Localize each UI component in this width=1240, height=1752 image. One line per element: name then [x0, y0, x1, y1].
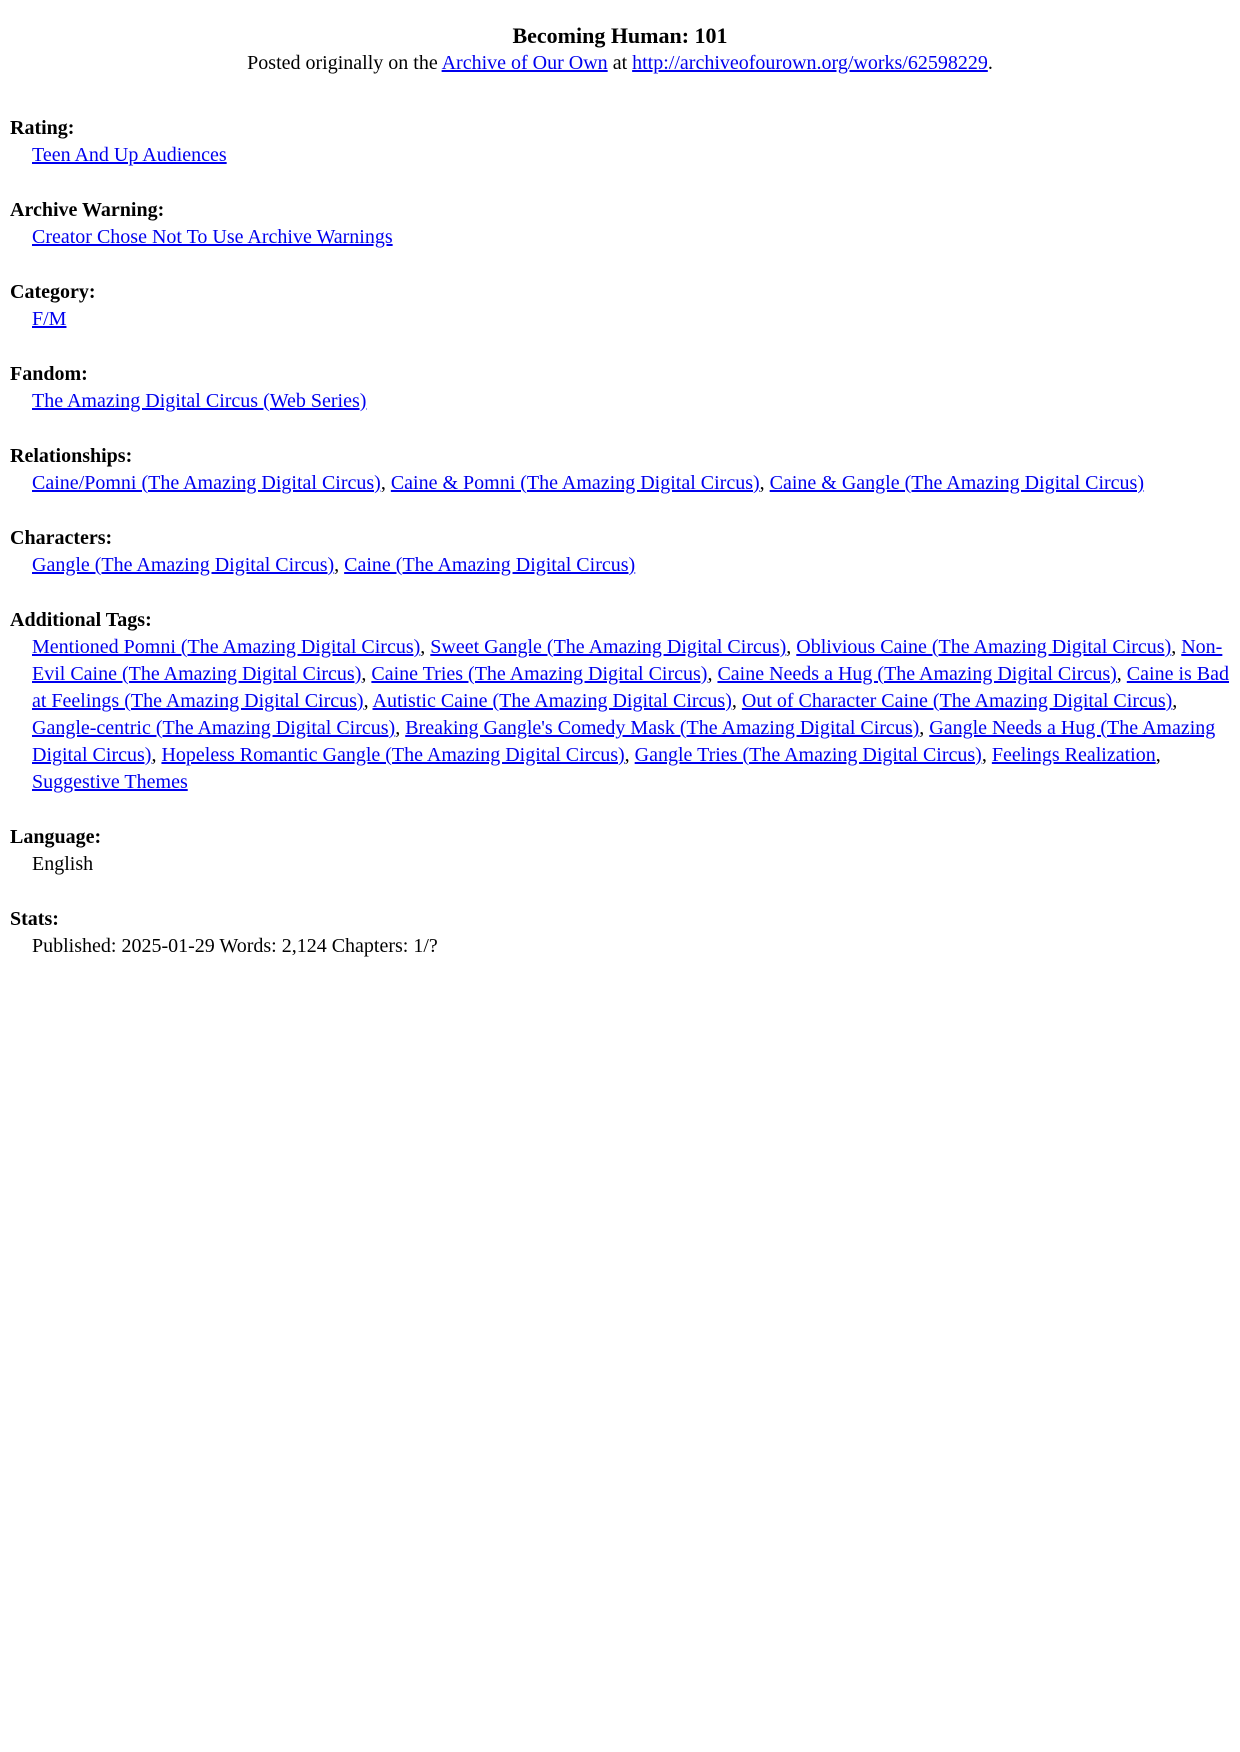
additional-tags-tag-link[interactable]: Hopeless Romantic Gangle (The Amazing Digital Circus) [161, 744, 625, 766]
section-value-fandom [32, 388, 1230, 415]
section-value-characters: Gangle (The Amazing Digital Circus), Caine (The Amazing Digital Circus) [32, 554, 636, 576]
section-label-rating: Rating: [10, 117, 75, 139]
relationships-tag-link[interactable]: Caine/Pomni (The Amazing Digital Circus) [32, 472, 381, 494]
characters-tag-link[interactable]: Caine (The Amazing Digital Circus) [344, 554, 636, 576]
section-value-additional-tags: Mentioned Pomni (The Amazing Digital Circus), Sweet Gangle (The Amazing Digital Circus), Oblivious Caine (The Amazing Digital Circus), Non-Evil Caine (The Amazing Digital Circus), Caine Tries (The Amazing Digital Circus), Caine Needs a Hug (The Amazing Digital Circus), Caine is Bad at Feelings (The Amazing Digital Circus), Autistic Caine (The Amazing Digital Circus), Out of Character Caine (The Amazing Digital Circus), Gangle-centric (The Amazing Digital Circus), Breaking Gangle's Comedy Mask (The Amazing Digital Circus), Gangle Needs a Hug (The Amazing Digital Circus), Hopeless Romantic Gangle (The Amazing Digital Circus), Gangle Tries (The Amazing Digital Circus), Feelings Realization, Suggestive Themes [32, 636, 1230, 793]
relationships-tag-link[interactable]: Caine & Pomni (The Amazing Digital Circus) [390, 472, 760, 494]
characters-tag-link[interactable]: Gangle (The Amazing Digital Circus) [32, 554, 335, 576]
section-value-archive-warning [32, 224, 1230, 251]
section-value-language: English [32, 853, 94, 875]
section-label-language: Language: [10, 826, 102, 848]
section-value-category [32, 306, 1230, 333]
additional-tags-tag-link[interactable]: Breaking Gangle's Comedy Mask (The Amazing Digital Circus) [405, 717, 920, 739]
additional-tags-tag-link[interactable]: Suggestive Themes [32, 771, 188, 793]
section-label-fandom: Fandom: [10, 363, 88, 385]
additional-tags-tag-link[interactable]: Oblivious Caine (The Amazing Digital Circus) [796, 636, 1172, 658]
additional-tags-tag-link[interactable]: Caine Tries (The Amazing Digital Circus) [371, 663, 708, 685]
work-url-link[interactable]: http://archiveofourown.org/works/62598229 [632, 52, 988, 74]
posted-suffix: . [987, 52, 993, 74]
section-label-relationships: Relationships: [10, 445, 133, 467]
section-label-additional-tags: Additional Tags: [10, 609, 152, 631]
additional-tags-tag-link[interactable]: Autistic Caine (The Amazing Digital Circus) [372, 690, 732, 712]
rating-tag-link[interactable]: Teen And Up Audiences [32, 144, 227, 166]
section-label-stats: Stats: [10, 908, 59, 930]
fandom-tag-link[interactable]: The Amazing Digital Circus (Web Series) [32, 390, 367, 412]
work-tags-list [10, 115, 1230, 960]
section-value-relationships: Caine/Pomni (The Amazing Digital Circus), Caine & Pomni (The Amazing Digital Circus), Caine & Gangle (The Amazing Digital Circus) [32, 472, 1145, 494]
category-tag-link[interactable]: F/M [32, 308, 67, 330]
work-title: Becoming Human: 101 [512, 23, 728, 48]
posted-line [10, 50, 1230, 77]
additional-tags-tag-link[interactable]: Caine is Bad at Feelings (The Amazing Digital Circus) [32, 663, 1230, 712]
section-value-stats: Published: 2025-01-29 Words: 2,124 Chapters: 1/? [32, 935, 438, 957]
section-value-rating [32, 142, 1230, 169]
relationships-tag-link[interactable]: Caine & Gangle (The Amazing Digital Circus) [769, 472, 1145, 494]
posted-connector: at [607, 52, 633, 74]
archive-of-our-own-link[interactable]: Archive of Our Own [441, 52, 608, 74]
posted-prefix: Posted originally on the [247, 52, 442, 74]
additional-tags-tag-link[interactable]: Gangle-centric (The Amazing Digital Circus) [32, 717, 396, 739]
additional-tags-tag-link[interactable]: Mentioned Pomni (The Amazing Digital Circus) [32, 636, 421, 658]
additional-tags-tag-link[interactable]: Caine Needs a Hug (The Amazing Digital Circus) [717, 663, 1117, 685]
additional-tags-tag-link[interactable]: Out of Character Caine (The Amazing Digital Circus) [741, 690, 1173, 712]
additional-tags-tag-link[interactable]: Non-Evil Caine (The Amazing Digital Circus) [32, 636, 1223, 685]
additional-tags-tag-link[interactable]: Gangle Tries (The Amazing Digital Circus) [634, 744, 982, 766]
additional-tags-tag-link[interactable]: Gangle Needs a Hug (The Amazing Digital Circus) [32, 717, 1216, 766]
additional-tags-tag-link[interactable]: Feelings Realization [991, 744, 1156, 766]
section-label-archive-warning: Archive Warning: [10, 199, 165, 221]
section-label-characters: Characters: [10, 527, 113, 549]
archive-warning-tag-link[interactable]: Creator Chose Not To Use Archive Warnings [32, 226, 393, 248]
additional-tags-tag-link[interactable]: Sweet Gangle (The Amazing Digital Circus) [430, 636, 787, 658]
section-label-category: Category: [10, 281, 96, 303]
